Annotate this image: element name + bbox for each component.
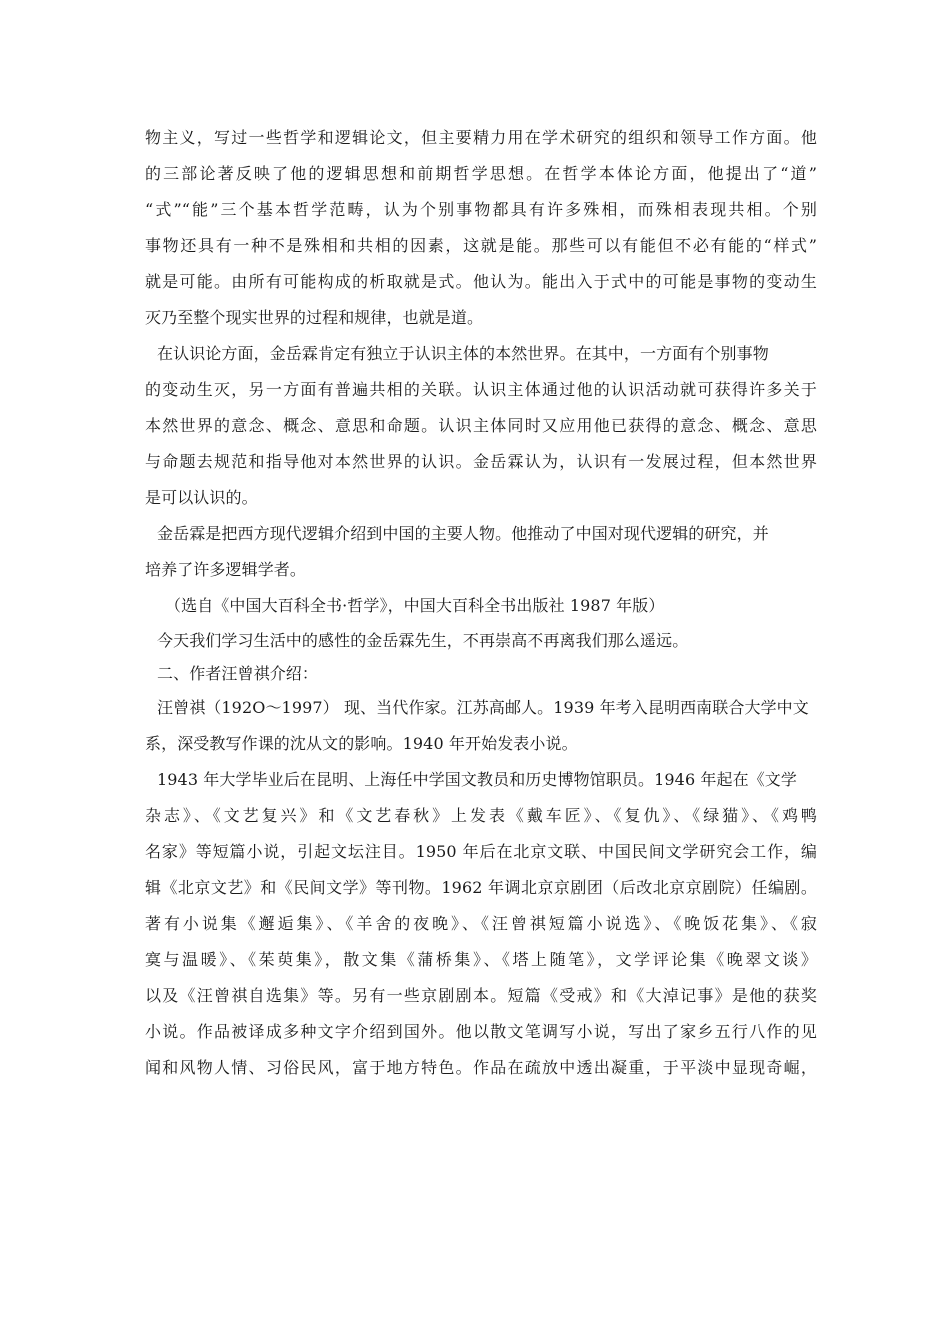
text-line: 著有小说集《邂逅集》、《羊舍的夜晚》、《汪曾祺短篇小说选》、《晚饭花集》、《寂 bbox=[145, 914, 817, 933]
citation-line: （选自《中国大百科全书·哲学》，中国大百科全书出版社 1987 年版） bbox=[165, 596, 665, 615]
text-line: 今天我们学习生活中的感性的金岳霖先生，不再崇高不再离我们那么遥远。 bbox=[157, 631, 689, 650]
text-line: 的变动生灭，另一方面有普遍共相的关联。认识主体通过他的认识活动就可获得许多关于 bbox=[145, 380, 817, 399]
text-line: 就是可能。由所有可能构成的析取就是式。他认为。能出入于式中的可能是事物的变动生 bbox=[145, 272, 817, 291]
text-line: 闻和风物人情、习俗民风，富于地方特色。作品在疏放中透出凝重，于平淡中显现奇崛， bbox=[145, 1058, 817, 1077]
text-line: 辑《北京文艺》和《民间文学》等刊物。1962 年调北京京剧团（后改北京京剧院）任编剧。 bbox=[145, 878, 817, 897]
text-line: 金岳霖是把西方现代逻辑介绍到中国的主要人物。他推动了中国对现代逻辑的研究，并 bbox=[157, 524, 769, 543]
text-line: 名家》等短篇小说，引起文坛注目。1950 年后在北京文联、中国民间文学研究会工作，编 bbox=[145, 842, 817, 861]
text-line: 在认识论方面，金岳霖肯定有独立于认识主体的本然世界。在其中，一方面有个别事物 bbox=[157, 344, 769, 363]
text-line: 本然世界的意念、概念、意思和命题。认识主体同时又应用他已获得的意念、概念、意思 bbox=[145, 416, 817, 435]
text-line: 以及《汪曾祺自选集》等。另有一些京剧剧本。短篇《受戒》和《大淖记事》是他的获奖 bbox=[145, 986, 817, 1005]
text-line: 系，深受教写作课的沈从文的影响。1940 年开始发表小说。 bbox=[145, 734, 578, 753]
section-heading: 二、作者汪曾祺介绍： bbox=[157, 664, 319, 683]
document-body bbox=[145, 120, 817, 1086]
text-line: 1943 年大学毕业后在昆明、上海任中学国文教员和历史博物馆职员。1946 年起在《文学 bbox=[157, 770, 798, 789]
text-line: 与命题去规范和指导他对本然世界的认识。金岳霖认为，认识有一发展过程，但本然世界 bbox=[145, 452, 817, 471]
text-line: 是可以认识的。 bbox=[145, 488, 258, 507]
text-line: “式”“能”三个基本哲学范畴，认为个别事物都具有许多殊相，而殊相表现共相。个别 bbox=[145, 200, 817, 219]
text-line: 汪曾祺（192O～1997） 现、当代作家。江苏高邮人。1939 年考入昆明西南联合大学中文 bbox=[157, 698, 809, 717]
text-line: 物主义，写过一些哲学和逻辑论文，但主要精力用在学术研究的组织和领导工作方面。他 bbox=[145, 128, 817, 147]
text-line: 小说。作品被译成多种文字介绍到国外。他以散文笔调写小说，写出了家乡五行八作的见 bbox=[145, 1022, 817, 1041]
text-line: 灭乃至整个现实世界的过程和规律，也就是道。 bbox=[145, 308, 484, 327]
text-line: 杂志》、《文艺复兴》和《文艺春秋》上发表《戴车匠》、《复仇》、《绿猫》、《鸡鸭 bbox=[145, 806, 817, 825]
text-line: 培养了许多逻辑学者。 bbox=[145, 560, 307, 579]
text-line: 寞与温暖》、《茱萸集》，散文集《蒲桥集》、《塔上随笔》，文学评论集《晚翠文谈》 bbox=[145, 950, 817, 969]
text-line: 的三部论著反映了他的逻辑思想和前期哲学思想。在哲学本体论方面，他提出了“道” bbox=[145, 164, 817, 183]
text-line: 事物还具有一种不是殊相和共相的因素，这就是能。那些可以有能但不必有能的“样式” bbox=[145, 236, 817, 255]
